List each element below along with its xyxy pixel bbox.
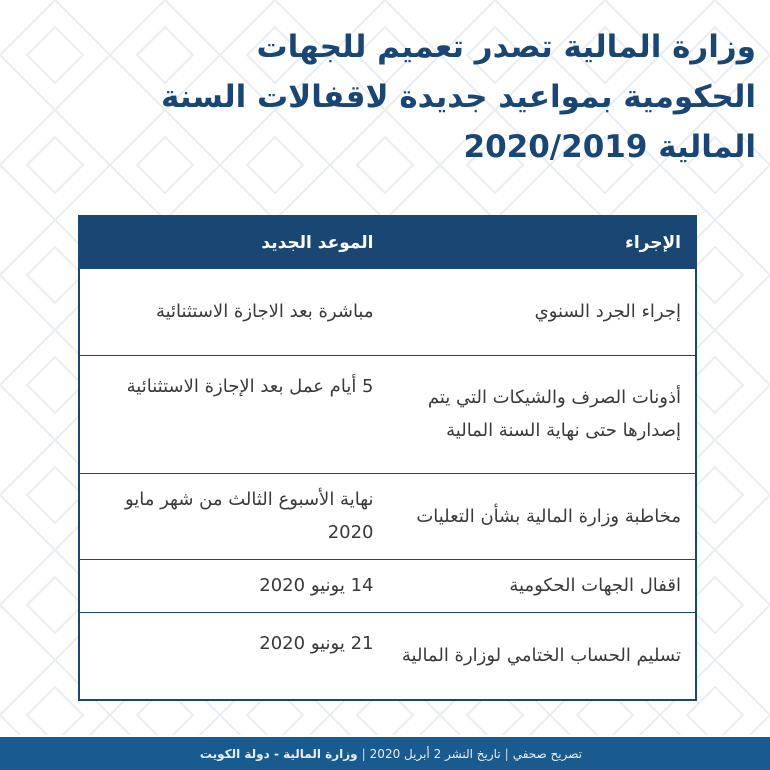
table-row — [80, 559, 695, 612]
table-row — [80, 473, 695, 559]
page-title — [56, 22, 756, 172]
deadlines-table — [78, 215, 697, 701]
table-header-row — [80, 217, 695, 269]
header-action: الإجراء — [388, 217, 696, 269]
table-row — [80, 269, 695, 355]
action-cell: تسليم الحساب الختامي لوزارة المالية — [388, 612, 696, 699]
footer-date: تاريخ النشر 2 أبريل 2020 — [369, 746, 501, 761]
deadline-cell: نهاية الأسبوع الثالث من شهر مايو 2020 — [80, 473, 388, 559]
action-cell: أذونات الصرف والشيكات التي يتم إصدارها حتى نهاية السنة المالية — [388, 355, 696, 473]
title-line-1: وزارة المالية تصدر تعميم للجهات — [256, 29, 756, 65]
title-line-3: المالية 2020/2019 — [463, 129, 756, 165]
footer-ministry: وزارة المالية - دولة الكويت — [199, 746, 358, 761]
action-cell: إجراء الجرد السنوي — [534, 301, 681, 323]
title-line-2: الحكومية بمواعيد جديدة لاقفالات السنة — [160, 79, 756, 115]
header-deadline: الموعد الجديد — [80, 217, 388, 269]
footer-separator: | — [361, 746, 366, 761]
action-cell: اقفال الجهات الحكومية — [388, 559, 696, 612]
footer-separator: | — [504, 746, 509, 761]
deadline-cell: مباشرة بعد الاجازة الاستثنائية — [155, 301, 374, 323]
table-row — [80, 612, 695, 699]
deadline-cell: 14 يونيو 2020 — [80, 559, 388, 612]
action-cell: مخاطبة وزارة المالية بشأن التعليات — [388, 473, 696, 559]
table-row — [80, 355, 695, 473]
deadline-cell: 21 يونيو 2020 — [80, 612, 388, 699]
footer-bar — [0, 737, 770, 770]
footer-type: تصريح صحفي — [512, 746, 582, 761]
deadline-cell: 5 أيام عمل بعد الإجازة الاستثنائية — [80, 355, 388, 473]
